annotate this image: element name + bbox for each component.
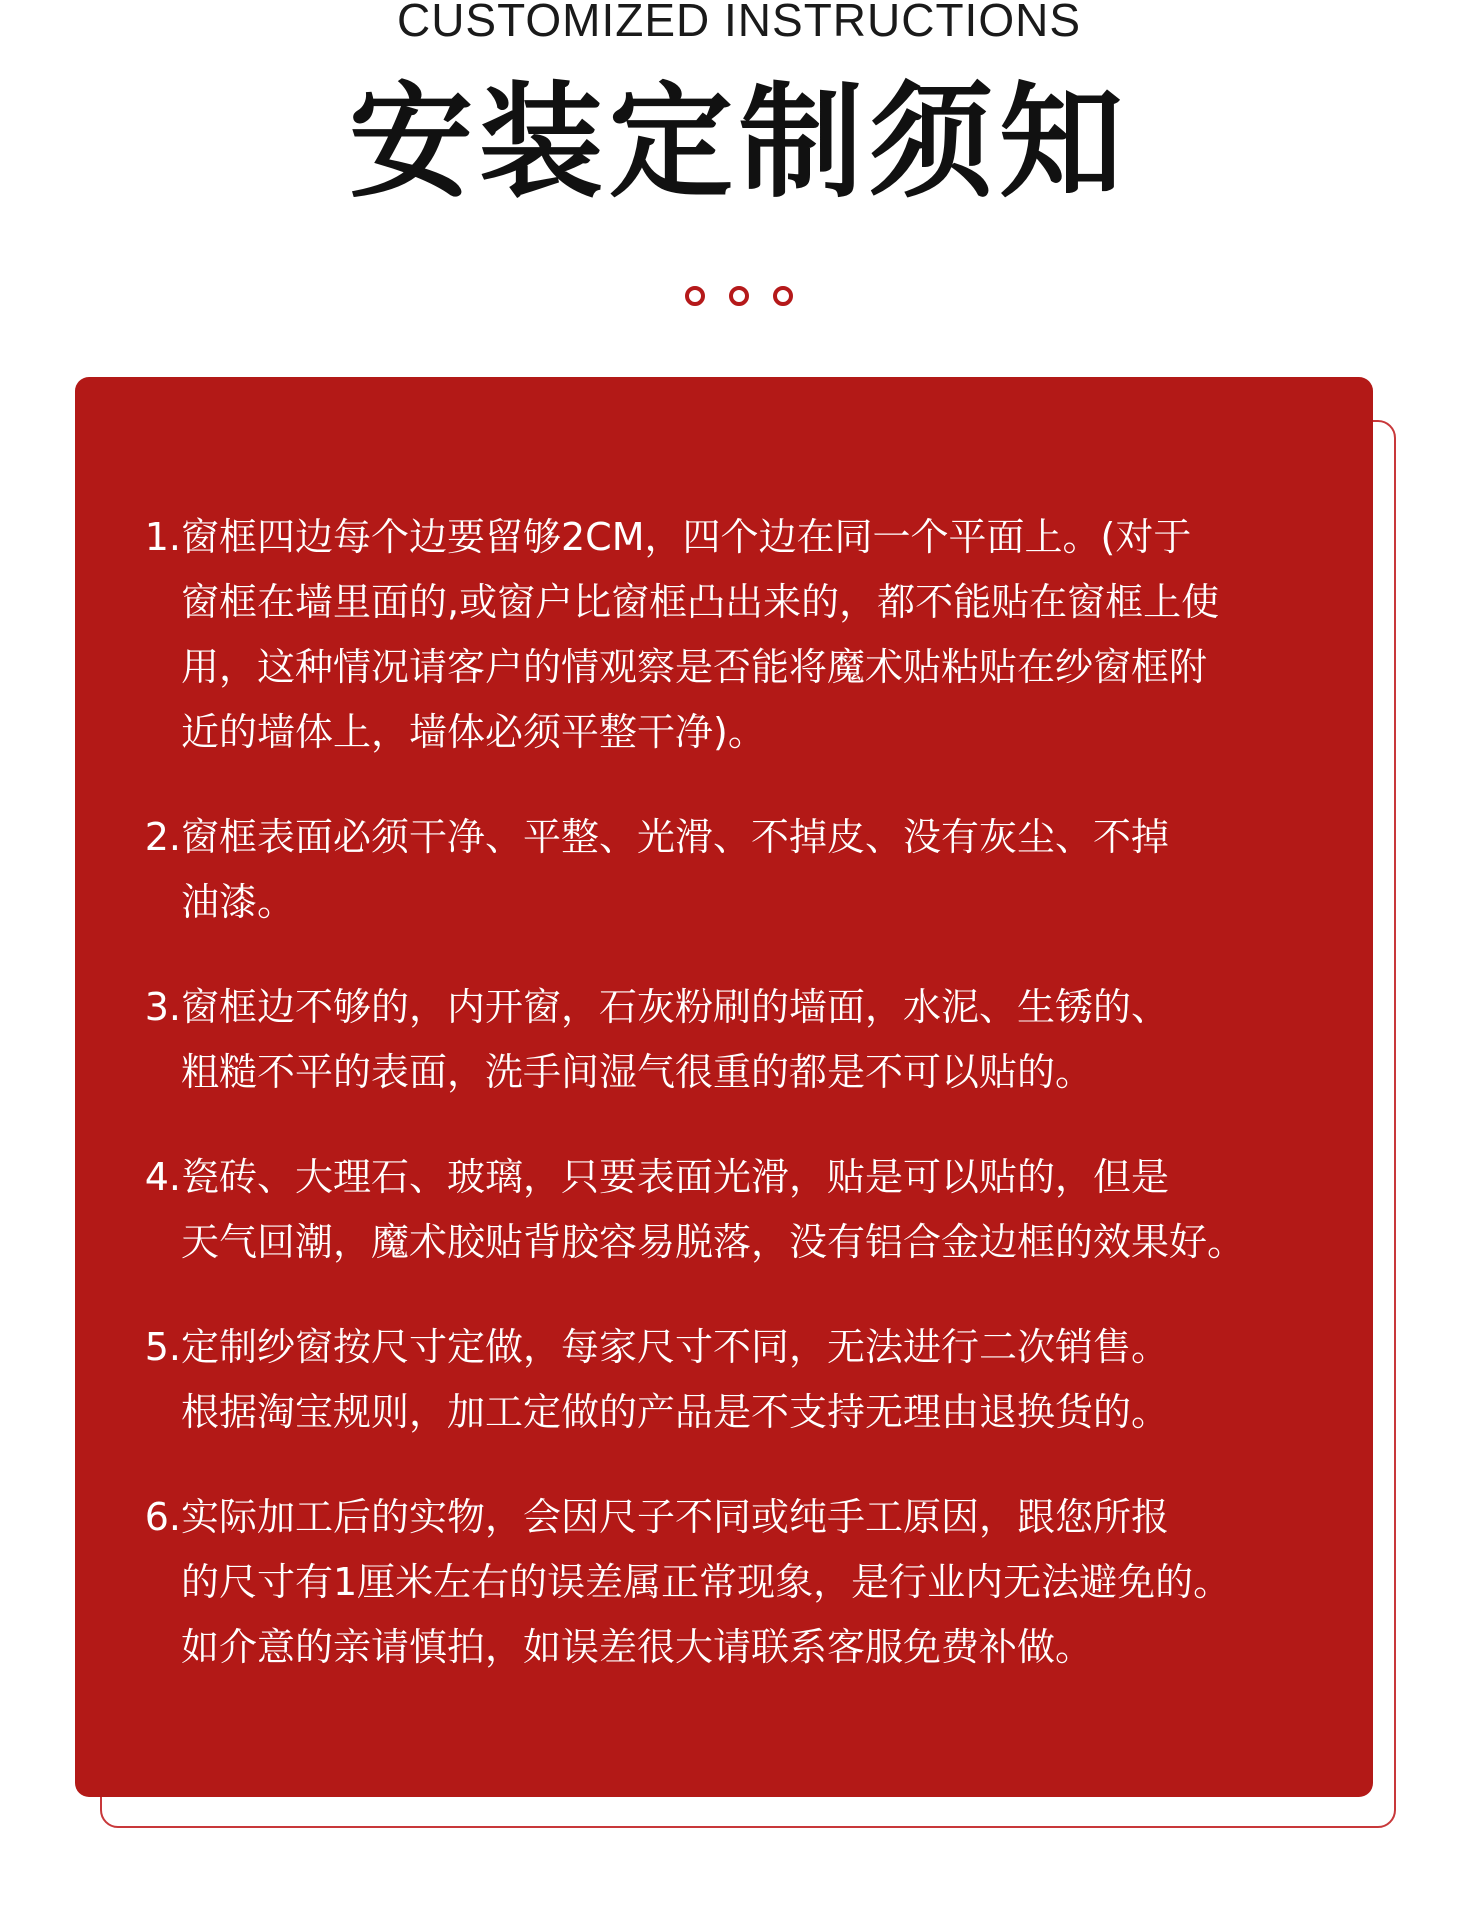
instruction-item-6	[135, 1485, 1313, 1680]
instructions-card	[75, 377, 1373, 1797]
item-line: 窗框在墙里面的,或窗户比窗框凸出来的，都不能贴在窗框上使	[181, 580, 1220, 624]
instruction-item-2	[135, 805, 1313, 935]
decorative-dots	[0, 286, 1478, 306]
item-line: 窗框边不够的，内开窗，石灰粉刷的墙面，水泥、生锈的、	[181, 985, 1170, 1029]
instruction-item-5	[135, 1315, 1313, 1445]
item-line: 天气回潮，魔术胶贴背胶容易脱落，没有铝合金边框的效果好。	[181, 1220, 1246, 1264]
circle-outline-icon	[685, 286, 705, 306]
circle-outline-icon	[773, 286, 793, 306]
item-number: 2.	[144, 815, 181, 859]
item-line: 瓷砖、大理石、玻璃，只要表面光滑，贴是可以贴的，但是	[181, 1155, 1170, 1199]
circle-outline-icon	[729, 286, 749, 306]
item-line: 定制纱窗按尺寸定做，每家尺寸不同，无法进行二次销售。	[181, 1325, 1170, 1369]
item-number: 3.	[144, 985, 181, 1029]
item-line: 油漆。	[181, 880, 296, 924]
item-line: 的尺寸有1厘米左右的误差属正常现象，是行业内无法避免的。	[181, 1560, 1232, 1604]
item-number: 6.	[144, 1495, 181, 1539]
item-line: 窗框表面必须干净、平整、光滑、不掉皮、没有灰尘、不掉	[181, 815, 1170, 859]
instruction-item-1	[135, 505, 1313, 765]
item-text	[181, 805, 1313, 935]
item-text	[181, 975, 1313, 1105]
item-line: 用，这种情况请客户的情观察是否能将魔术贴粘贴在纱窗框附	[181, 645, 1208, 689]
item-text	[181, 505, 1313, 765]
subtitle-english: CUSTOMIZED INSTRUCTIONS	[396, 0, 1082, 46]
item-text	[181, 1485, 1313, 1680]
item-number: 4.	[144, 1155, 181, 1199]
page-title: 安装定制须知	[348, 71, 1129, 215]
instruction-item-3	[135, 975, 1313, 1105]
item-text	[181, 1145, 1313, 1275]
item-text	[181, 1315, 1313, 1445]
item-line: 根据淘宝规则，加工定做的产品是不支持无理由退换货的。	[181, 1390, 1170, 1434]
item-line: 近的墙体上，墙体必须平整干净)。	[181, 710, 766, 754]
instruction-item-4	[135, 1145, 1313, 1275]
item-number: 1.	[144, 515, 181, 559]
item-number: 5.	[144, 1325, 181, 1369]
item-line: 如介意的亲请慎拍，如误差很大请联系客服免费补做。	[181, 1625, 1094, 1669]
item-line: 粗糙不平的表面，洗手间湿气很重的都是不可以贴的。	[181, 1050, 1094, 1094]
item-line: 窗框四边每个边要留够2CM，四个边在同一个平面上。(对于	[181, 515, 1192, 559]
item-line: 实际加工后的实物，会因尺子不同或纯手工原因，跟您所报	[181, 1495, 1170, 1539]
